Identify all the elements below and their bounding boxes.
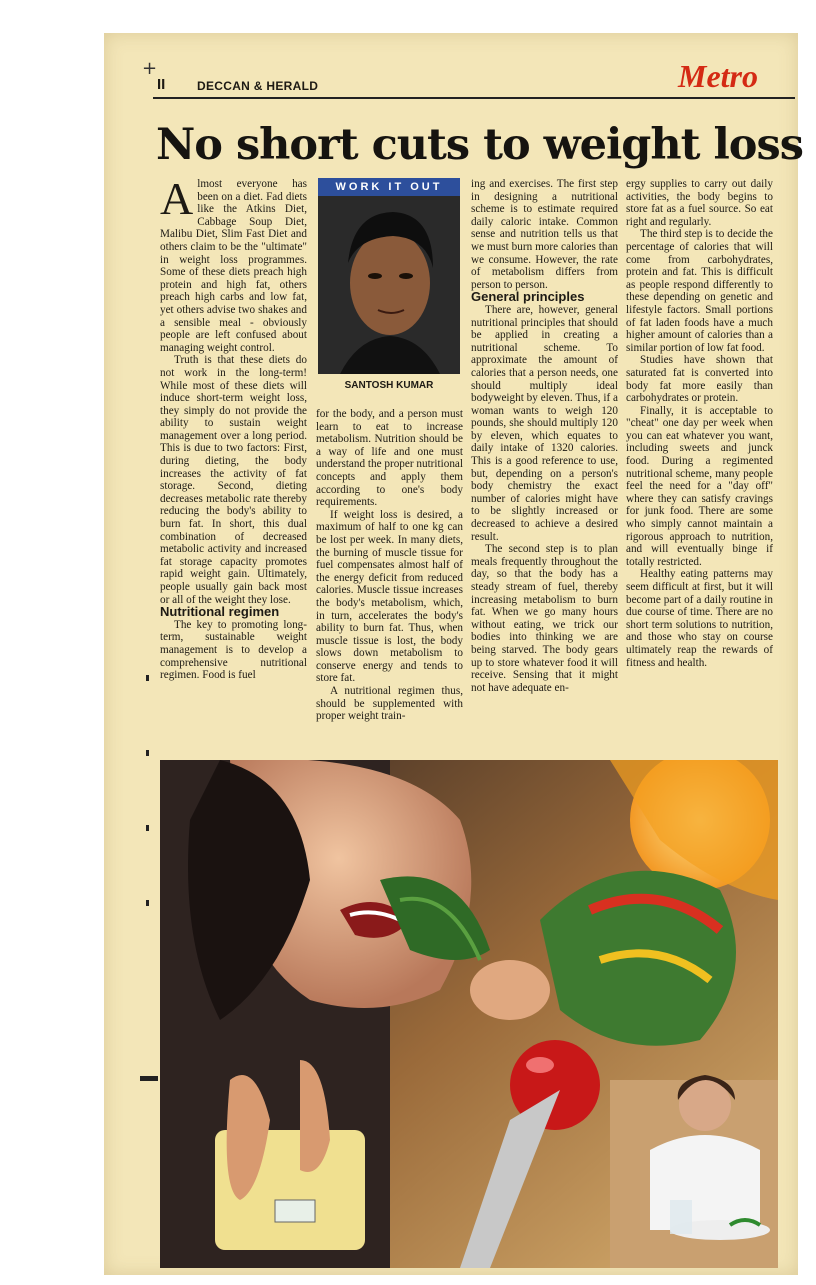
column-3 (471, 178, 618, 694)
diet-collage-illustration (160, 760, 778, 1268)
paragraph: The key to promoting long-term, sustainable weight management is to develop a comprehensive nutritional regimen. Food is fuel (160, 618, 307, 682)
dropcap: A (160, 173, 194, 224)
masthead: DECCAN & HERALD (197, 79, 319, 93)
page-number: II (157, 76, 166, 93)
paragraph: ing and exercises. The first step in designing a nutritional scheme is to estimate required daily caloric intake. Common sense and nutrition tells us that we must burn more calories than we consume. However, the rate of metabolism differs from person to person. (471, 178, 618, 291)
paragraph: for the body, and a person must learn to eat to increase metabolism. Nutrition should be a way of life and one must understand the proper nutritional concepts and apply them according to one's body requirements. (316, 408, 463, 509)
paragraph: The third step is to decide the percentage of calories that will come from carbohydrates, protein and fat. This is difficult as people respond differently to these depending on genetic and lifestyle factors. Small portions of fat laden foods have a much higher amount of calories than a similar portion of low fat food. (626, 228, 773, 354)
column-1 (160, 173, 307, 682)
paragraph: Almost everyone has been on a diet. Fad diets like the Atkins Diet, Cabbage Soup Diet, Malibu Diet, Slim Fast Diet and others claim to be the "ultimate" in weight loss programmes. Some of these diets preach high protein and high fat, others preach high carbs and low fat, yet others advise two shakes and a sensible meal - obviously people are left confused about managing weight control. (160, 173, 307, 354)
headline: No short cuts to weight loss (156, 120, 803, 170)
paragraph: ergy supplies to carry out daily activities, the body begins to store fat as a fuel source. So eat right and regularly. (626, 178, 773, 228)
paragraph: Finally, it is acceptable to "cheat" one day per week when you can eat whatever you want, including sweets and junck food. During a regimented nutritional scheme, many people feel the need for a "day off" where they can satisfy cravings for junk food. There are some who simply cannot maintain a rigorous approach to nutrition, and will eventually binge if totally restricted. (626, 404, 773, 568)
registration-mark: + (142, 58, 158, 79)
margin-mark (146, 900, 149, 906)
section-title: Metro (678, 58, 758, 94)
author-portrait (318, 178, 460, 398)
column-2 (316, 408, 463, 723)
column-4 (626, 178, 773, 669)
margin-mark (146, 675, 149, 681)
masthead-rule (153, 97, 795, 99)
margin-mark (146, 750, 149, 756)
paragraph: Studies have shown that saturated fat is converted into body fat more easily than carbohydrates or protein. (626, 354, 773, 405)
paragraph: A nutritional regimen thus, should be supplemented with proper weight train- (316, 685, 463, 723)
paragraph: Truth is that these diets do not work in the long-term! While most of these diets will induce short-term weight loss, they simply do not provide the ability to sustain weight management over a long period. This is due to two factors: First, during dieting, the body increases the activity of fat storage. Second, dieting decreases metabolic rate thereby reducing the body's ability to burn fat. In short, this dual combination of decreased metabolic activity and increased fat storage capacity promotes rapid weight gain. Ultimately, people usually gain back most or all of the weight they lose. (160, 354, 307, 606)
paragraph: There are, however, general nutritional principles that should be applied in creating a nutritional scheme. To approximate the amount of calories that a person needs, one should multiply ideal bodyweight by eleven. Thus, if a woman wants to weigh 120 pounds, she should multiply 120 by eleven, which equates to daily intake of 1320 calories. This is a good reference to use, but, depending on a person's body chemistry the exact number of calories might have to be slightly increased or decreased to achieve a desired result. (471, 303, 618, 543)
margin-mark (146, 825, 149, 831)
subhead: General principles (471, 289, 585, 305)
subhead: Nutritional regimen (160, 604, 280, 620)
byline-photo-box (318, 178, 460, 398)
margin-mark (140, 1076, 158, 1081)
author-name: SANTOSH KUMAR (318, 374, 460, 398)
paragraph: The second step is to plan meals frequently throughout the day, so that the body has a steady stream of fuel, thereby increasing metabolism to burn fat. When we go many hours without eating, we trick our bodies into thinking we are being starved. The body gears up to store whatever food it will receive. Sensing that it might not have adequate en- (471, 543, 618, 694)
paragraph: Healthy eating patterns may seem difficult at first, but it will become part of a daily routine in due course of time. There are no short term solutions to nutrition, and those who stay on course ultimately reap the rewards of fitness and health. (626, 568, 773, 669)
box-label: WORK IT OUT (318, 178, 460, 196)
paragraph: If weight loss is desired, a maximum of half to one kg can be lost per week. In many diets, the burning of muscle tissue for fuel compensates almost half of the energy deficit from reduced calories. Muscle tissue increases the body's metabolism, which, in turn, accelerates the body's ability to burn fat. Thus, when muscle tissue is lost, the body slows down metabolism to conserve energy and tends to store fat. (316, 508, 463, 685)
